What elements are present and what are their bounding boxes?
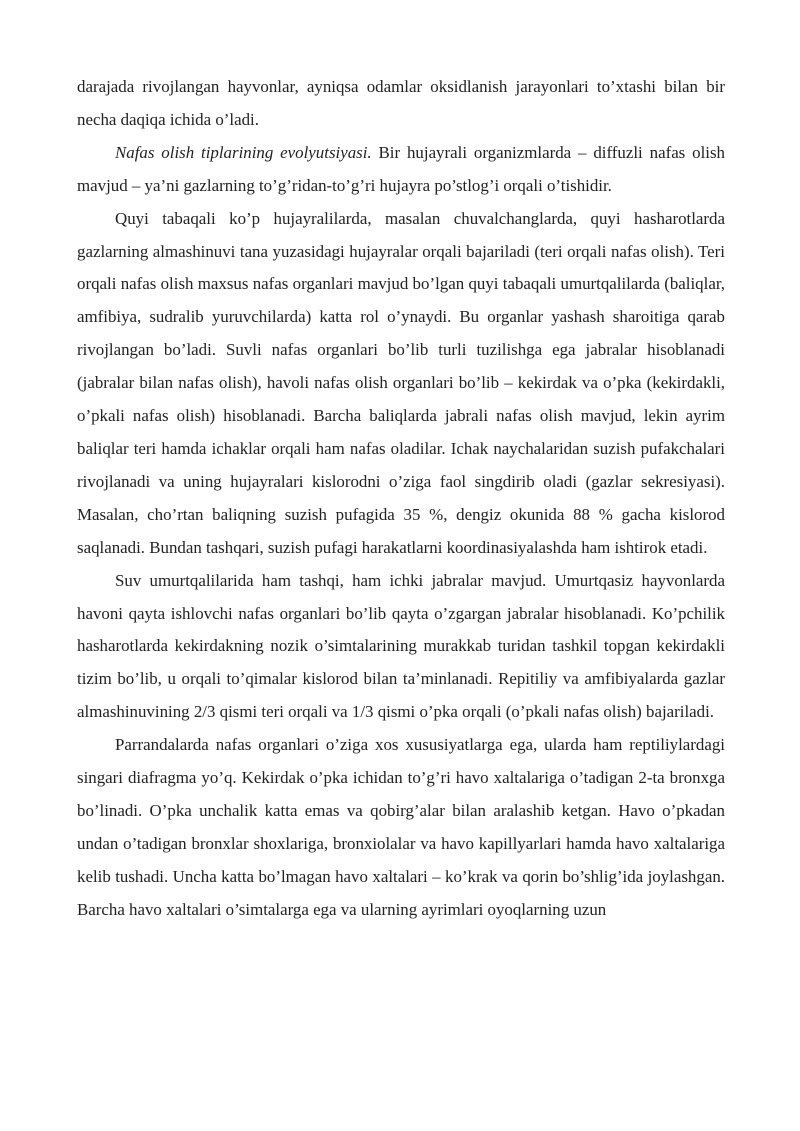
paragraph-continuation: darajada rivojlangan hayvonlar, ayniqsa odamlar oksidlanish jarayonlari to’xtashi bilan bir necha daqiqa ichida o’ladi. bbox=[77, 77, 725, 129]
document-page bbox=[77, 71, 725, 927]
paragraph-aquatic-vertebrates: Suv umurtqalilarida ham tashqi, ham ichki jabralar mavjud. Umurtqasiz hayvonlarda havoni qayta ishlovchi nafas organlari bo’lib qayta o’zgargan jabralar hisoblanadi. Ko’pchilik hasharotlarda kekirdakning nozik o’simtalarining murakkab turidan tashkil topgan kekirdakli tizim bo’lib, u orqali to’qimalar kislorod bilan ta’minlanadi. Repitiliy va amfibiyalarda gazlar almashinuvining 2/3 qismi teri orqali va 1/3 qismi o’pka orqali (o’pkali nafas olish) bajariladi. bbox=[77, 570, 725, 722]
paragraph-text: Bir hujayrali organizmlarda – diffuzli nafas olish mavjud – ya’ni gazlarning to’g’ridan-to’g’ri hujayra po’stlog’i orqali o’tishidir. bbox=[77, 142, 725, 195]
paragraph-evolution-intro bbox=[77, 137, 725, 203]
paragraph-lower-organisms: Quyi tabaqali ko’p hujayralilarda, masalan chuvalchanglarda, quyi hasharotlarda gazlarning almashinuvi tana yuzasidagi hujayralar orqali bajariladi (teri orqali nafas olish). Teri orqali nafas olish maxsus nafas organlari mavjud bo’lgan quyi tabaqali umurtqalilarda (baliqlar, amfibiya, sudralib yuruvchilarda) katta rol o’ynaydi. Bu organlar yashash sharoitiga qarab rivojlangan bo’ladi. Suvli nafas organlari bo’lib turli tuzilishga ega jabralar hisoblanadi (jabralar bilan nafas olish), havoli nafas olish organlari bo’lib – kekirdak va o’pka (kekirdakli, o’pkali nafas olish) hisoblanadi. Barcha baliqlarda jabrali nafas olish mavjud, lekin ayrim baliqlar teri hamda ichaklar orqali ham nafas oladilar. Ichak naychalaridan suzish pufakchalari rivojlanadi va uning hujayralari kislorodni o’ziga faol singdirib oladi (gazlar sekresiyasi). Masalan, cho’rtan baliqning suzish pufagida 35 %, dengiz okunida 88 % gacha kislorod saqlanadi. Bundan tashqari, suzish pufagi harakatlarni koordinasiyalashda ham ishtirok etadi. bbox=[77, 208, 725, 557]
italic-heading: Nafas olish tiplarining evolyutsiyasi. bbox=[115, 142, 372, 162]
paragraph-birds: Parrandalarda nafas organlari o’ziga xos xususiyatlarga ega, ularda ham reptiliylardagi singari diafragma yo’q. Kekirdak o’pka ichidan to’g’ri havo xaltalariga o’tadigan 2-ta bronxga bo’linadi. O’pka unchalik katta emas va qobirg’alar bilan aralashib ketgan. Havo o’pkadan undan o’tadigan bronxlar shoxlariga, bronxiolalar va havo kapillyarlari hamda havo xaltalariga kelib tushadi. Uncha katta bo’lmagan havo xaltalari – ko’krak va qorin bo’shlig’ida joylashgan. Barcha havo xaltalari o’simtalarga ega va ularning ayrimlari oyoqlarning uzun bbox=[77, 735, 725, 919]
